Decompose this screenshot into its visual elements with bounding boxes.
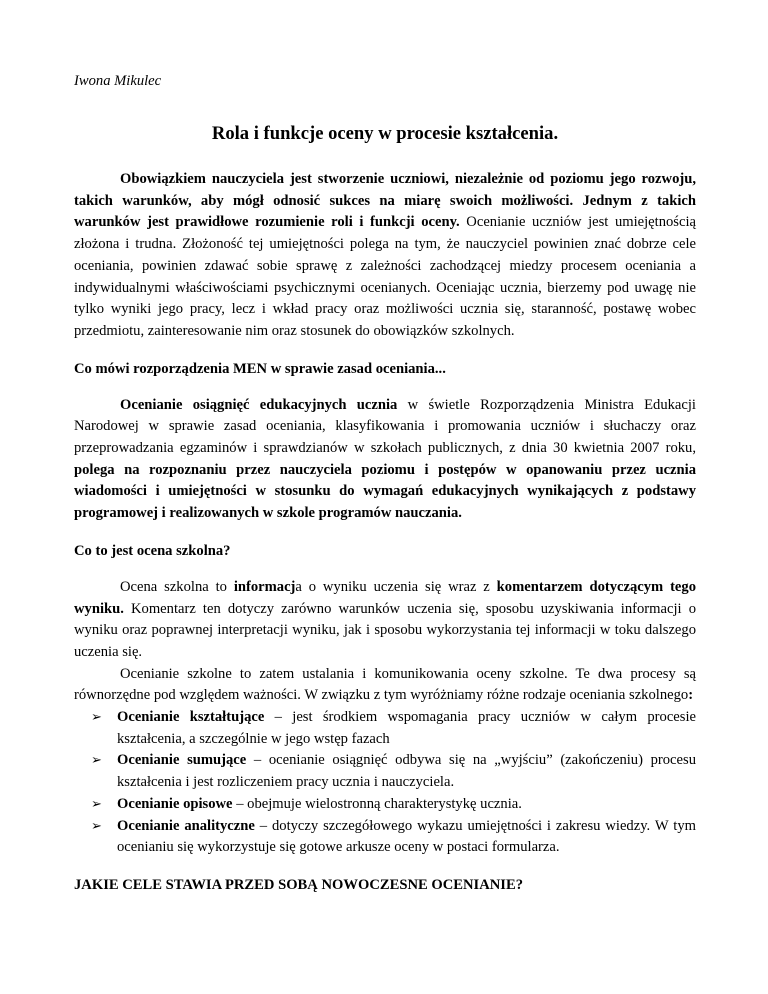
section1-bold-tail: polega na rozpoznaniu przez nauczyciela poziomu i postępów w opanowaniu przez ucznia wiadomości i umiejętności w stosunku do wymagań edukacyjnych wynikających z podstawy programowej i realizowanych w szkole programów nauczania. — [74, 461, 696, 522]
list-item-term: Ocenianie opisowe — [117, 795, 233, 812]
list-item — [91, 794, 696, 816]
section1-paragraph — [74, 395, 696, 525]
document-title: Rola i funkcje oceny w procesie kształcenia. — [211, 123, 559, 144]
author-name: Iwona Mikulec — [74, 73, 162, 89]
spacer — [74, 525, 696, 541]
list-item — [91, 816, 696, 859]
intro-bold-text: Obowiązkiem nauczyciela jest stworzenie uczniowi, niezależnie od poziomu jego rozwoju, takich warunków, aby mógł odnosić sukces na miarę swoich możliwości. Jednym z takich warunków jest prawidłowe rozumienie roli i funkcji oceny. — [74, 171, 696, 231]
assessment-types-list — [74, 707, 696, 859]
spacer — [74, 859, 696, 875]
list-item-term: Ocenianie kształtujące — [117, 709, 265, 726]
spacer — [74, 379, 696, 395]
bold-run: informacj — [233, 578, 296, 595]
section1-text: w świetle Rozporządzenia Ministra Edukacji Narodowej w sprawie zasad oceniania, klasyfikowania i promowania uczniów i słuchaczy oraz przeprowadzania egzaminów i sprawdzianów w szkołach publicznych, z dnia 30 kwietnia 2007 roku, — [74, 396, 696, 457]
section2-paragraph2 — [74, 664, 696, 707]
list-item-text: – jest środkiem wspomagania pracy uczniów w całym procesie kształcenia, a szczególnie w jego wstęp fazach — [117, 709, 696, 747]
section1-bold-lead: Ocenianie osiągnięć edukacyjnych ucznia — [120, 396, 398, 413]
list-item — [91, 707, 696, 750]
spacer — [74, 561, 696, 577]
intro-text: Ocenianie uczniów jest umiejętnością złożona i trudna. Złożoność tej umiejętności polega na tym, że nauczyciel powinien znać dobrze cele oceniania, powinien zdawać sobie sprawę z zależności zachodzącej miedzy procesem oceniania a indywidualnymi właściwościami psychicznymi ocenianych. Oceniając ucznia, bierzemy pod uwagę nie tylko wyniki jego pracy, lecz i wkład pracy oraz możliwości ucznia się, staranność, postawę wobec przedmiotu, zainteresowanie nim oraz stosunek do obowiązków szkolnych. — [74, 214, 696, 339]
spacer — [74, 343, 696, 359]
list-item-text: – ocenianie osiągnięć odbywa się na „wyjściu” (zakończeniu) procesu kształcenia i jest rozliczeniem pracy ucznia i nauczyciela. — [117, 752, 696, 791]
text-run: Komentarz ten dotyczy zarówno warunków uczenia się, sposobu uzyskiwania informacji o wyniku oraz poprawnej interpretacji wyniku, jak i sposobu wykorzystania tej informacji w toku dalszego uczenia się. — [74, 600, 696, 660]
list-item-text: – dotyczy szczegółowego wykazu umiejętności i zakresu wiedzy. W tym ocenianiu się wykorzystuje się gotowe arkusze oceny w postaci formularza. — [117, 817, 696, 856]
arrow-bullet-icon: ➢ — [91, 796, 102, 812]
section1-heading: Co mówi rozporządzenia MEN w sprawie zasad oceniania... — [74, 360, 446, 377]
arrow-bullet-icon: ➢ — [91, 753, 102, 769]
section2-paragraph1 — [74, 577, 696, 664]
text-run: Ocena szkolna to — [120, 578, 234, 595]
arrow-bullet-icon: ➢ — [91, 710, 102, 726]
section2-heading: Co to jest ocena szkolna? — [74, 542, 231, 559]
text-run: Ocenianie szkolne to zatem ustalania i komunikowania oceny szkolne. Te dwa procesy są równorzędne pod względem ważności. W związku z tym wyróżniamy różne rodzaje oceniania szkolnego — [74, 665, 696, 704]
list-item-term: Ocenianie analityczne — [117, 817, 255, 834]
arrow-bullet-icon: ➢ — [91, 818, 102, 834]
section3-heading: JAKIE CELE STAWIA PRZED SOBĄ NOWOCZESNE OCENIANIE? — [74, 876, 523, 893]
intro-paragraph — [74, 169, 696, 343]
bold-run: komentarzem dotyczącym tego wyniku. — [74, 578, 697, 617]
bold-run: : — [688, 687, 694, 704]
list-item-term: Ocenianie sumujące — [117, 752, 247, 769]
text-run: a o wyniku uczenia się wraz z — [295, 578, 497, 595]
list-item — [91, 750, 696, 793]
list-item-text: – obejmuje wielostronną charakterystykę ucznia. — [232, 795, 522, 812]
